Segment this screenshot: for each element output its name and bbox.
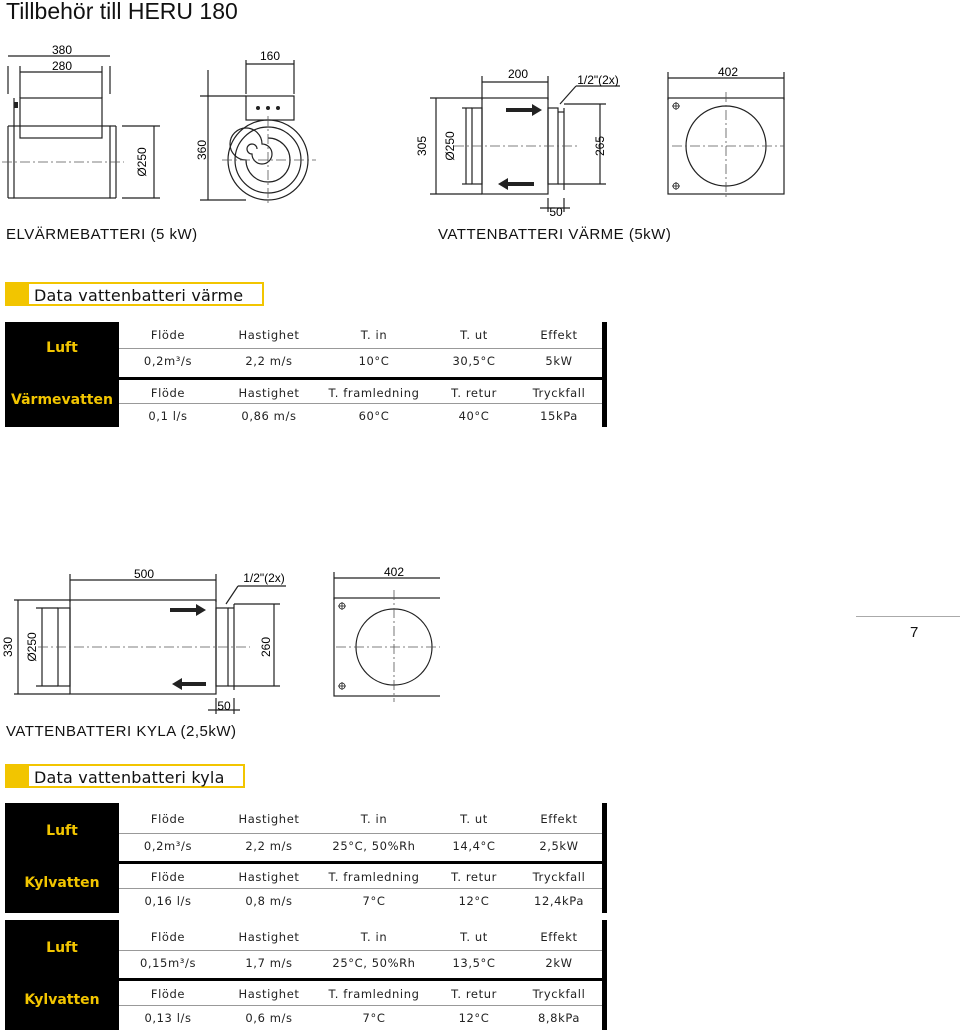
varme-dim-305: 305: [415, 135, 429, 157]
table-cell: Effekt: [540, 930, 578, 944]
table-cell: 0,16 l/s: [144, 894, 192, 908]
table-cell: 14,4°C: [452, 839, 496, 853]
elbatteri-dim-280: 280: [51, 59, 73, 73]
table-cell: T. ut: [460, 328, 488, 342]
table-row: [119, 403, 602, 428]
table-row: [119, 322, 602, 346]
table-varme-panel: [119, 322, 602, 427]
page-rule: [856, 616, 960, 617]
table-cell: 0,2m³/s: [143, 839, 193, 853]
table-cell: 10°C: [358, 354, 390, 368]
table-cell: 0,1 l/s: [148, 409, 188, 423]
table-cell: T. framledning: [328, 386, 420, 400]
table-kyla-1: [5, 803, 607, 913]
section-kyla-swatch: [7, 766, 29, 786]
table-cell: 0,6 m/s: [245, 1011, 293, 1025]
kyla-dim-260: 260: [259, 636, 273, 658]
kyla-dim-d250: Ø250: [25, 632, 39, 662]
table-cell: T. retur: [451, 870, 497, 884]
table-cell: 15kPa: [540, 409, 578, 423]
table-cell: Tryckfall: [532, 987, 586, 1001]
vatten-kyla-caption: VATTENBATTERI KYLA (2,5kW): [6, 723, 237, 740]
table-cell: Flöde: [150, 930, 186, 944]
table-cell: T. in: [360, 812, 388, 826]
table-cell: Flöde: [150, 987, 186, 1001]
kyla-dim-pipe: 1/2"(2x): [243, 571, 285, 585]
table-cell: Tryckfall: [532, 386, 586, 400]
table-cell: 25°C, 50%Rh: [332, 839, 416, 853]
table-cell: 7°C: [362, 894, 386, 908]
table-cell: Effekt: [540, 328, 578, 342]
table-cell: Tryckfall: [532, 870, 586, 884]
table-cell: Hastighet: [238, 812, 300, 826]
table-row: [119, 1005, 602, 1030]
table-varme-group-luft-label: Luft: [46, 340, 78, 356]
table-cell: T. in: [360, 328, 388, 342]
table-cell: T. retur: [451, 386, 497, 400]
table-varme-group-vatten-label: Värmevatten: [11, 392, 113, 408]
table-cell: 0,8 m/s: [245, 894, 293, 908]
table-kyla1-group-luft-label: Luft: [46, 823, 78, 839]
table-row: [119, 348, 602, 373]
table-varme: [5, 322, 607, 427]
table-row: [119, 861, 602, 888]
table-kyla-2: [5, 920, 607, 1030]
vatten-varme-drawing: [410, 60, 800, 220]
table-row: [119, 888, 602, 913]
table-cell: 30,5°C: [452, 354, 496, 368]
table-cell: 2,2 m/s: [245, 839, 293, 853]
table-cell: 2,5kW: [539, 839, 579, 853]
varme-dim-pipe: 1/2"(2x): [577, 73, 619, 87]
table-cell: 25°C, 50%Rh: [332, 956, 416, 970]
table-kyla2-group-luft-label: Luft: [46, 940, 78, 956]
varme-dim-402: 402: [717, 65, 739, 79]
table-cell: 0,2m³/s: [143, 354, 193, 368]
table-cell: Flöde: [150, 870, 186, 884]
elbatteri-dim-d250: Ø250: [135, 147, 149, 177]
section-varme: [5, 282, 264, 306]
table-row: [119, 806, 602, 830]
table-cell: T. ut: [460, 930, 488, 944]
varme-dim-200: 200: [507, 67, 529, 81]
table-kyla1-group-vatten-label: Kylvatten: [24, 875, 100, 891]
table-kyla1-panel: [119, 803, 602, 913]
table-cell: Hastighet: [238, 870, 300, 884]
table-cell: 2kW: [545, 956, 573, 970]
table-cell: Hastighet: [238, 386, 300, 400]
elbatteri-dim-160: 160: [259, 49, 281, 63]
table-cell: Flöde: [150, 386, 186, 400]
elbatteri-dim-380: 380: [51, 43, 73, 57]
varme-dim-d250: Ø250: [443, 131, 457, 161]
table-row: [119, 978, 602, 1005]
varme-dim-265: 265: [593, 135, 607, 157]
page-number: 7: [910, 624, 919, 641]
table-cell: 40°C: [458, 409, 490, 423]
table-cell: T. framledning: [328, 870, 420, 884]
section-kyla: [5, 764, 245, 788]
table-cell: 12,4kPa: [534, 894, 584, 908]
kyla-dim-50: 50: [217, 699, 231, 713]
table-cell: Hastighet: [238, 930, 300, 944]
elbatteri-caption: ELVÄRMEBATTERI (5 kW): [6, 226, 198, 243]
section-kyla-title: Data vattenbatteri kyla: [34, 768, 225, 787]
kyla-dim-500: 500: [133, 567, 155, 581]
table-cell: T. framledning: [328, 987, 420, 1001]
table-cell: Hastighet: [238, 987, 300, 1001]
table-cell: 7°C: [362, 1011, 386, 1025]
table-cell: T. in: [360, 930, 388, 944]
section-varme-swatch: [7, 284, 29, 304]
table-cell: Flöde: [150, 328, 186, 342]
table-kyla2-group-vatten-label: Kylvatten: [24, 992, 100, 1008]
table-row: [119, 924, 602, 948]
table-cell: 13,5°C: [452, 956, 496, 970]
varme-dim-50: 50: [549, 205, 563, 219]
kyla-dim-402: 402: [383, 565, 405, 579]
vatten-varme-caption: VATTENBATTERI VÄRME (5kW): [438, 226, 672, 243]
table-cell: Effekt: [540, 812, 578, 826]
vatten-kyla-drawing: [0, 560, 440, 720]
kyla-dim-330: 330: [1, 636, 15, 658]
table-cell: 8,8kPa: [537, 1011, 580, 1025]
table-cell: 0,13 l/s: [144, 1011, 192, 1025]
table-cell: 5kW: [545, 354, 573, 368]
table-cell: 12°C: [458, 894, 490, 908]
table-cell: 60°C: [358, 409, 390, 423]
table-cell: T. retur: [451, 987, 497, 1001]
page-title: Tillbehör till HERU 180: [6, 0, 238, 24]
table-row: [119, 377, 602, 404]
table-cell: 0,15m³/s: [139, 956, 197, 970]
table-row: [119, 833, 602, 858]
section-varme-title: Data vattenbatteri värme: [34, 286, 244, 305]
table-cell: 2,2 m/s: [245, 354, 293, 368]
elbatteri-dim-360: 360: [195, 139, 209, 161]
table-kyla2-panel: [119, 920, 602, 1030]
elbatteri-drawing: [0, 30, 330, 220]
table-cell: 12°C: [458, 1011, 490, 1025]
table-row: [119, 950, 602, 975]
table-cell: 0,86 m/s: [241, 409, 297, 423]
table-cell: 1,7 m/s: [245, 956, 293, 970]
table-cell: Hastighet: [238, 328, 300, 342]
table-cell: Flöde: [150, 812, 186, 826]
table-cell: T. ut: [460, 812, 488, 826]
